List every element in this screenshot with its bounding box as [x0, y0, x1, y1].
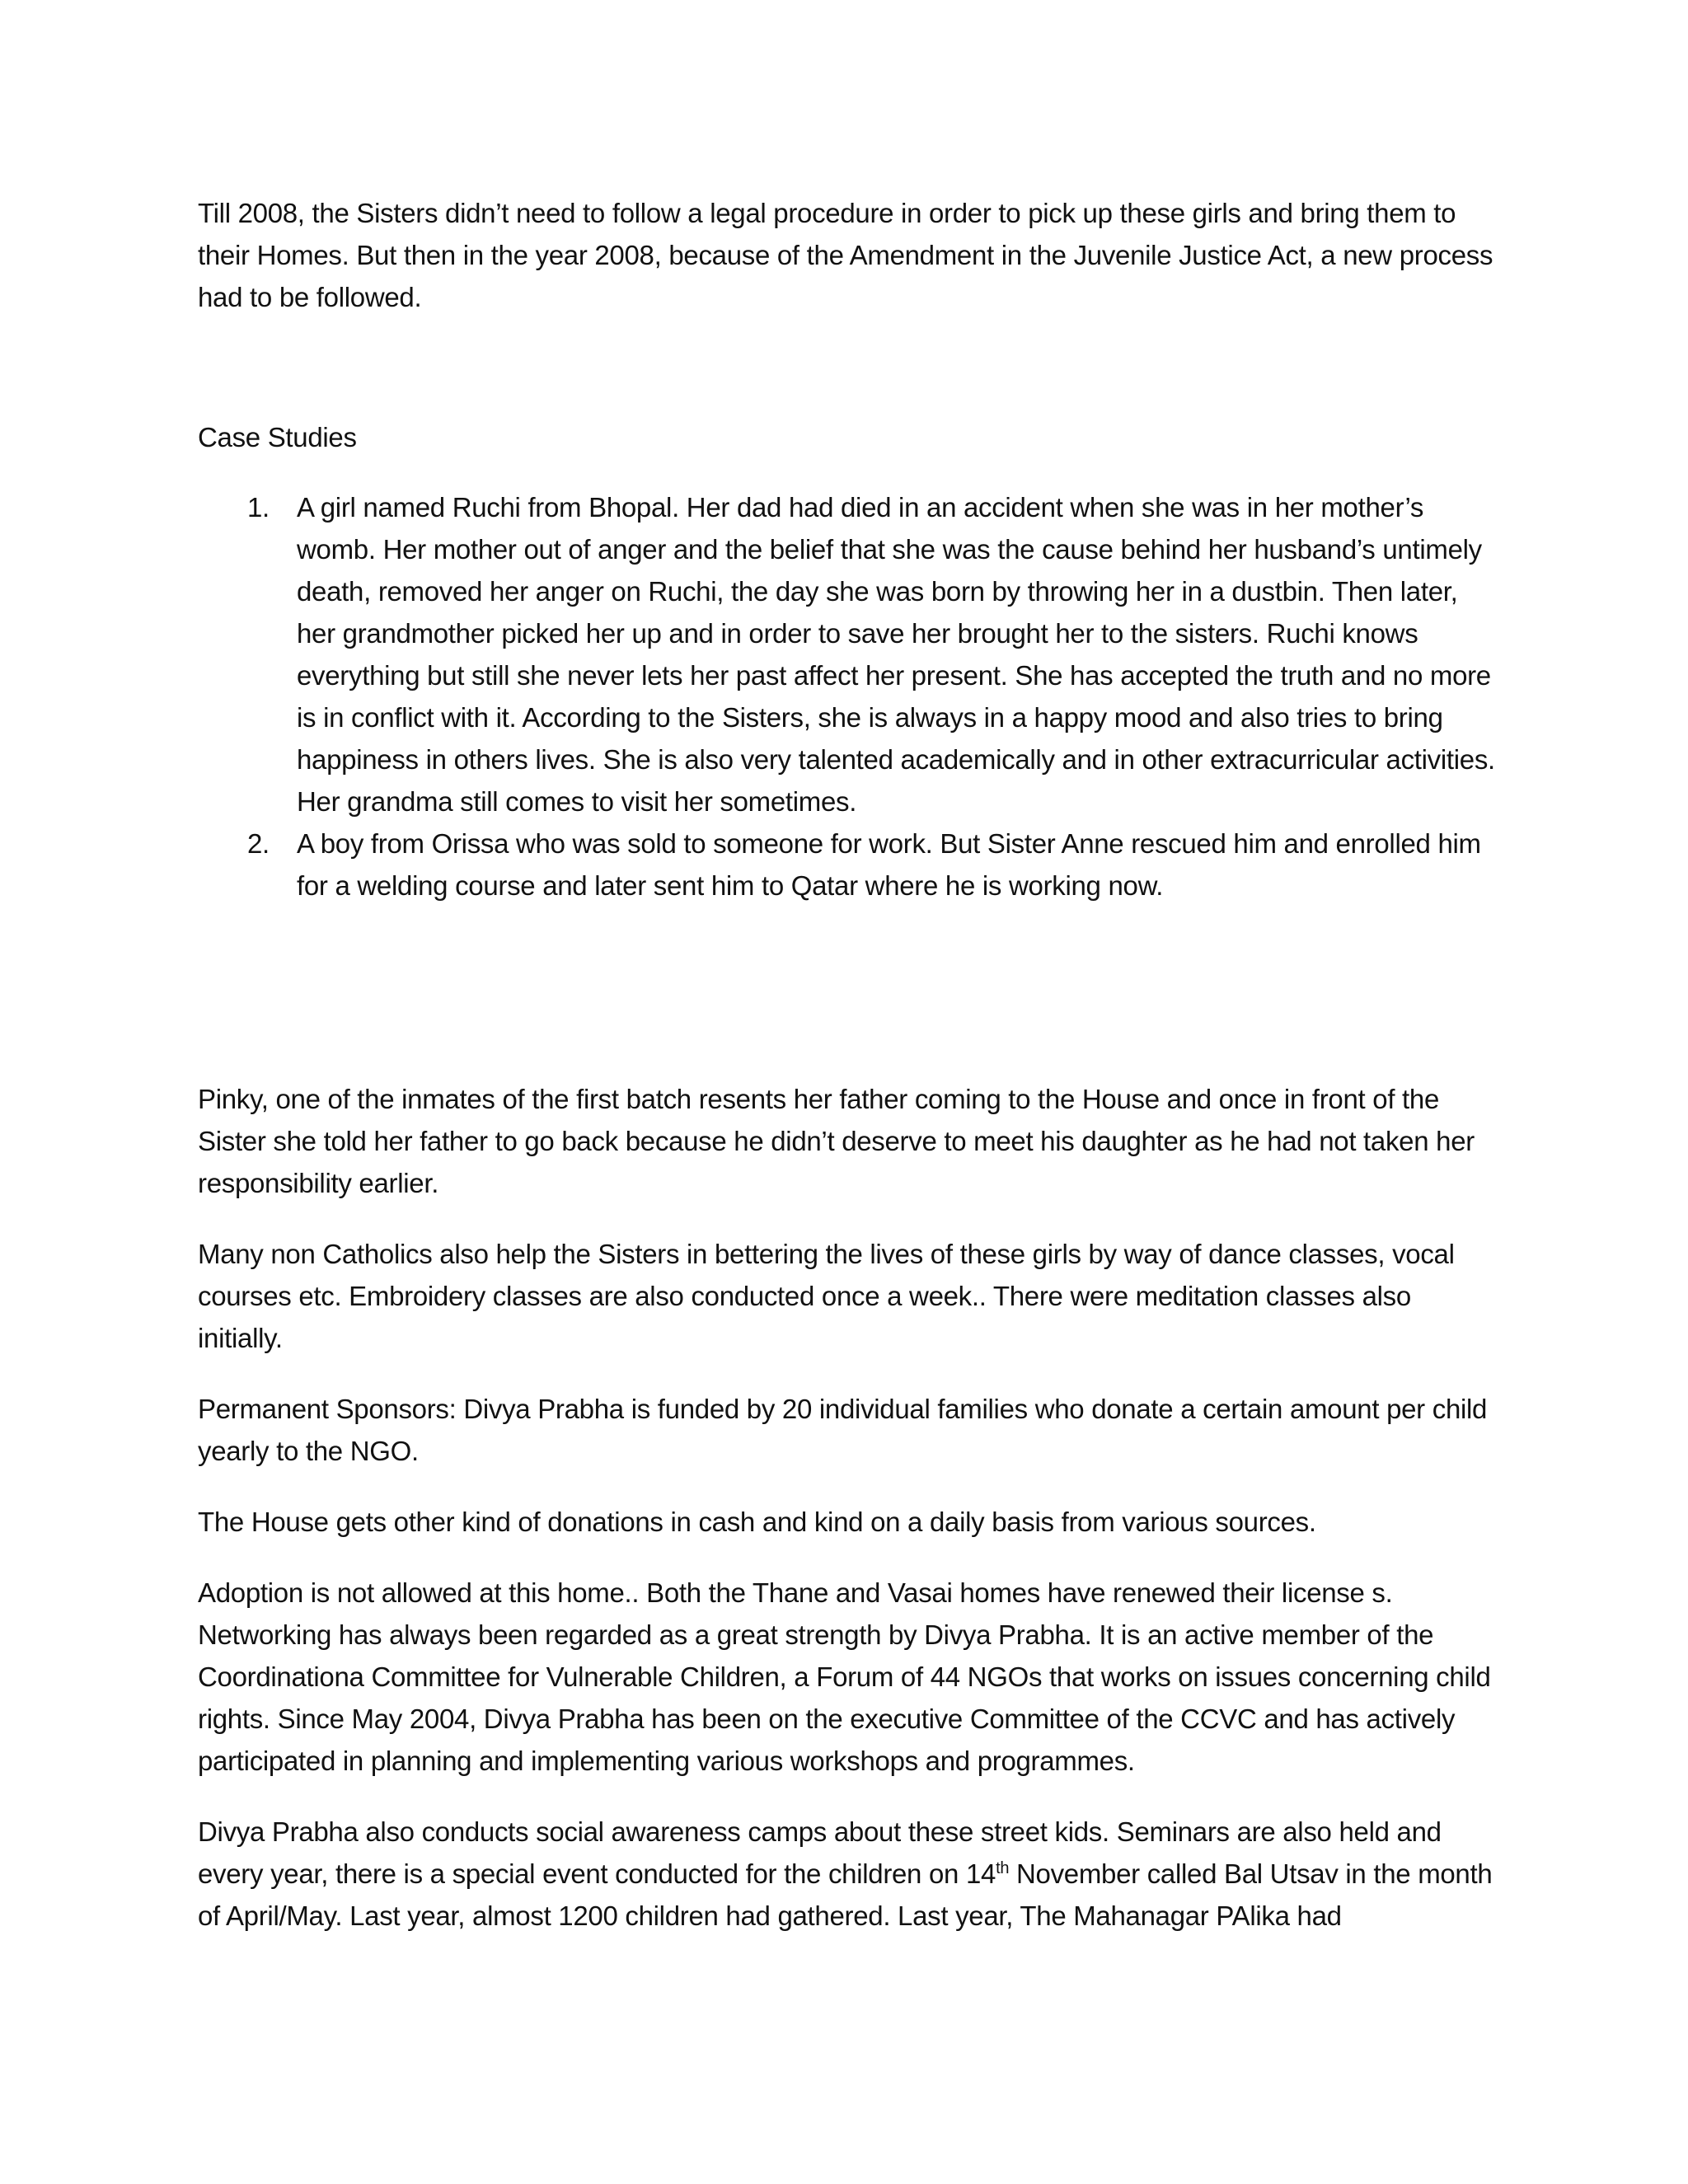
intro-section	[198, 192, 1500, 347]
list-item-number: 1.	[247, 492, 270, 523]
list-item-number: 2.	[247, 828, 270, 859]
case-studies-heading-block	[198, 416, 1500, 487]
last-paragraph-text-start: Divya Prabha also conducts social awareness camps about these street kids. Seminars are also held and every year, there is a special event conducted for the children on 14	[198, 1816, 1442, 1889]
intro-paragraph: Till 2008, the Sisters didn’t need to follow a legal procedure in order to pick up these girls and bring them to their Homes. But then in the year 2008, because of the Amendment in the Juvenile Justice Act, a new process had to be followed.	[198, 198, 1493, 312]
body-paragraph: Adoption is not allowed at this home.. Both the Thane and Vasai homes have renewed their license s. Networking has always been regarded as a great strength by Divya Prabha. It is an active member of the Coordinationa Committee for Vulnerable Children, a Forum of 44 NGOs that works on issues concerning child rights. Since May 2004, Divya Prabha has been on the executive Committee of the CCVC and has actively participated in planning and implementing various workshops and programmes.	[198, 1577, 1491, 1776]
body-paragraph: Permanent Sponsors: Divya Prabha is funded by 20 individual families who donate a certain amount per child yearly to the NGO.	[198, 1394, 1488, 1466]
last-paragraph	[198, 1811, 1500, 1937]
list-item-text: A boy from Orissa who was sold to someone for work. But Sister Anne rescued him and enrolled him for a welding course and later sent him to Qatar where he is working now.	[297, 828, 1481, 901]
ordinal-suffix: th	[996, 1859, 1010, 1877]
body-section	[198, 1078, 1500, 1966]
last-paragraph-text-end: November called Bal Utsav in the month of April/May. Last year, almost 1200 children had gathered. Last year, The Mahanagar PAlika had	[198, 1858, 1493, 1931]
list-item-text: A girl named Ruchi from Bhopal. Her dad had died in an accident when she was in her mother’s womb. Her mother out of anger and the belief that she was the cause behind her husband’s untimely death, removed her anger on Ruchi, the day she was born by throwing her in a dustbin. Then later, her grandmother picked her up and in order to save her brought her to the sisters. Ruchi knows everything but still she never lets her past affect her present. She has accepted the truth and no more is in conflict with it. According to the Sisters, she is always in a happy mood and also tries to bring happiness in others lives. She is also very talented academically and in other extracurricular activities. Her grandma still comes to visit her sometimes.	[297, 492, 1495, 817]
list-item	[198, 823, 1500, 907]
body-paragraph: Pinky, one of the inmates of the first batch resents her father coming to the House and once in front of the Sister she told her father to go back because he didn’t deserve to meet his daughter as he had not taken her responsibility earlier.	[198, 1084, 1475, 1198]
case-studies-heading: Case Studies	[198, 422, 357, 452]
body-paragraph: Many non Catholics also help the Sisters in bettering the lives of these girls by way of dance classes, vocal courses etc. Embroidery classes are also conducted once a week.. There were meditation classes also initially.	[198, 1239, 1455, 1353]
case-studies-list	[198, 486, 1500, 907]
body-paragraph: The House gets other kind of donations in cash and kind on a daily basis from various sources.	[198, 1507, 1316, 1537]
list-item	[198, 486, 1500, 823]
